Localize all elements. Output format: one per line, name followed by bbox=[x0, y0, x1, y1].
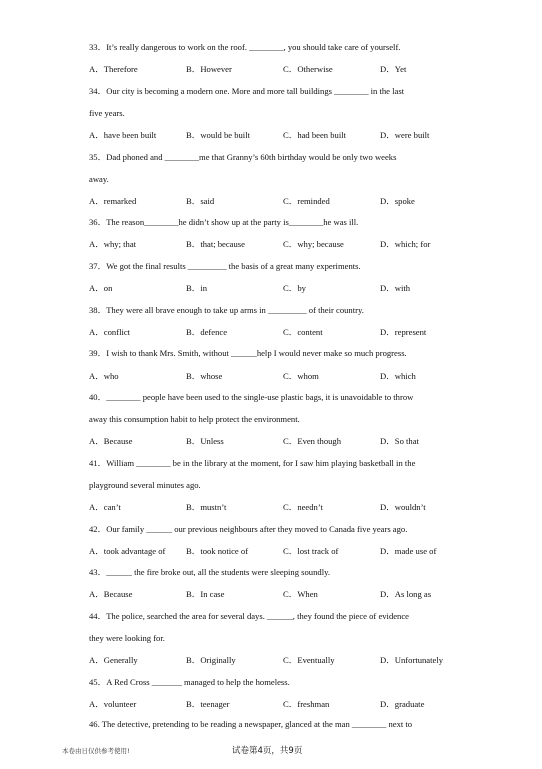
answer-option: C．lost track of bbox=[283, 546, 339, 556]
question-stem-line: 40．________ people have been used to the single-use plastic bags, it is unavoidable to throw bbox=[89, 392, 414, 402]
answer-option: C．needn’t bbox=[283, 502, 323, 512]
question-stem-line: 33．It’s really dangerous to work on the roof. ________, you should take care of yourself. bbox=[89, 42, 401, 52]
answer-option: C．Otherwise bbox=[283, 64, 333, 74]
question-stem-line: 35．Dad phoned and ________me that Granny’s 60th birthday would be only two weeks bbox=[89, 152, 397, 162]
answer-option: D．with bbox=[380, 283, 411, 293]
answer-option: B．teenager bbox=[186, 699, 230, 709]
answer-option: A．volunteer bbox=[89, 699, 137, 709]
answer-option: A．Because bbox=[89, 436, 133, 446]
answer-option: D．Unfortunately bbox=[380, 655, 444, 665]
question-stem-line: 38．They were all brave enough to take up arms in _________ of their country. bbox=[89, 305, 364, 315]
question-stem-line: 43．______ the fire broke out, all the students were sleeping soundly. bbox=[89, 567, 330, 577]
footer-note: 本卷由日仅供参考使用! bbox=[62, 747, 130, 755]
answer-option: D．wouldn’t bbox=[380, 502, 426, 512]
answer-option: A．conflict bbox=[89, 327, 131, 337]
answer-option: B．mustn’t bbox=[186, 502, 227, 512]
answer-option: A．why; that bbox=[89, 239, 137, 249]
answer-option: D．As long as bbox=[380, 589, 432, 599]
question-stem-line: playground several minutes ago. bbox=[89, 480, 201, 490]
answer-option: A．on bbox=[89, 283, 113, 293]
question-stem-line: away this consumption habit to help protect the environment. bbox=[89, 414, 300, 424]
answer-option: D．Yet bbox=[380, 64, 407, 74]
answer-option: C．content bbox=[283, 327, 323, 337]
answer-option: B．in bbox=[186, 283, 208, 293]
answer-option: B．Unless bbox=[186, 436, 224, 446]
answer-option: D．were built bbox=[380, 130, 430, 140]
answer-option: A．Because bbox=[89, 589, 133, 599]
answer-option: D．spoke bbox=[380, 196, 415, 206]
question-stem-line: 45．A Red Cross _______ managed to help the homeless. bbox=[89, 677, 290, 687]
answer-option: A．can’t bbox=[89, 502, 121, 512]
answer-option: D．made use of bbox=[380, 546, 437, 556]
question-stem-line: 36．The reason________he didn’t show up at the party is________he was ill. bbox=[89, 217, 359, 227]
answer-option: D．which; for bbox=[380, 239, 431, 249]
answer-option: B．However bbox=[186, 64, 232, 74]
answer-option: D．which bbox=[380, 371, 416, 381]
answer-option: C．freshman bbox=[283, 699, 330, 709]
answer-option: C．whom bbox=[283, 371, 319, 381]
answer-option: A．Generally bbox=[89, 655, 138, 665]
question-stem-line: 39．I wish to thank Mrs. Smith, without ______help I would never make so much progress. bbox=[89, 348, 407, 358]
question-stem-line: five years. bbox=[89, 108, 125, 118]
answer-option: D．graduate bbox=[380, 699, 425, 709]
page-number: 试卷第4页，共9页 bbox=[232, 746, 303, 756]
answer-option: C．Even though bbox=[283, 436, 342, 446]
answer-option: D．represent bbox=[380, 327, 427, 337]
answer-option: B．defence bbox=[186, 327, 228, 337]
answer-option: C．why; because bbox=[283, 239, 344, 249]
question-stem-line: they were looking for. bbox=[89, 633, 165, 643]
answer-option: D．So that bbox=[380, 436, 419, 446]
answer-option: C．by bbox=[283, 283, 306, 293]
answer-option: A．Therefore bbox=[89, 64, 138, 74]
answer-option: B．that; because bbox=[186, 239, 245, 249]
answer-option: B．In case bbox=[186, 589, 225, 599]
question-stem-line: 34．Our city is becoming a modern one. More and more tall buildings ________ in the last bbox=[89, 86, 405, 96]
answer-option: A．remarked bbox=[89, 196, 137, 206]
answer-option: A．have been built bbox=[89, 130, 157, 140]
answer-option: A．took advantage of bbox=[89, 546, 166, 556]
answer-option: C．had been built bbox=[283, 130, 347, 140]
answer-option: C．Eventually bbox=[283, 655, 335, 665]
answer-option: B．said bbox=[186, 196, 215, 206]
question-stem-line: 41．William ________ be in the library at the moment, for I saw him playing basketball in the bbox=[89, 458, 416, 468]
answer-option: B．took notice of bbox=[186, 546, 249, 556]
answer-option: B．would be built bbox=[186, 130, 250, 140]
question-stem-line: away. bbox=[89, 174, 109, 184]
question-stem-line: 46. The detective, pretending to be reading a newspaper, glanced at the man ________ next to bbox=[89, 719, 413, 729]
question-stem-line: 37．We got the final results _________ the basis of a great many experiments. bbox=[89, 261, 361, 271]
answer-option: B．Originally bbox=[186, 655, 236, 665]
question-stem-line: 42．Our family ______ our previous neighbours after they moved to Canada five years ago. bbox=[89, 524, 408, 534]
answer-option: C．When bbox=[283, 589, 318, 599]
answer-option: A．who bbox=[89, 371, 119, 381]
answer-option: C．reminded bbox=[283, 196, 330, 206]
question-stem-line: 44．The police, searched the area for several days. ______, they found the piece of evidence bbox=[89, 611, 409, 621]
answer-option: B．whose bbox=[186, 371, 223, 381]
